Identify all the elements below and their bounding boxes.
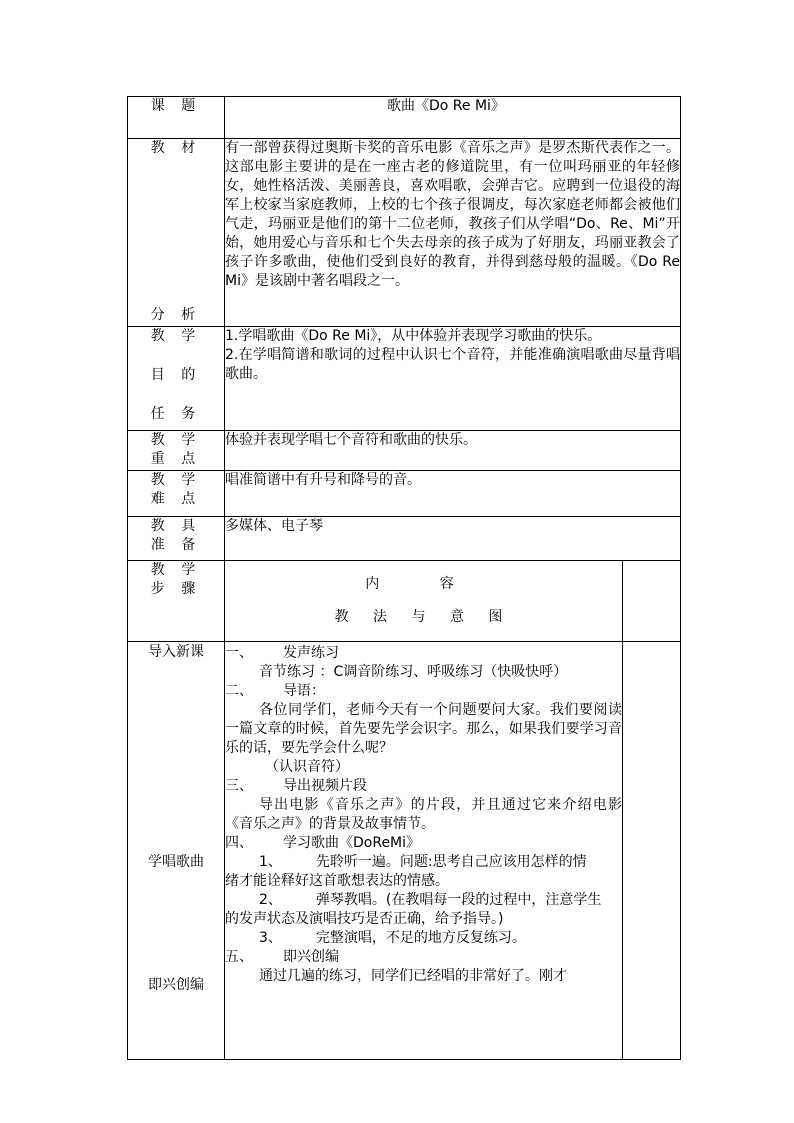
topic-label: 课 题 (150, 98, 202, 114)
difficulty-label-2: 难 点 (150, 491, 202, 507)
step5-detail: 通过几遍的练习，同学们已经唱的非常好了。刚才 (259, 968, 567, 984)
objectives-label-cell (128, 327, 225, 431)
objectives-label-3: 任 务 (150, 406, 202, 422)
steps-header-extra-cell (623, 561, 681, 642)
objective-item-2: 2.在学唱简谱和歌词的过程中认识七个音符，并能准确演唱歌曲尽量背唱歌曲。 (225, 347, 680, 382)
step1-number: 一、 (225, 645, 253, 661)
tools-label-cell (128, 517, 225, 561)
substep2-continued: 的发声状态及演唱技巧是否正确，给予指导。) (225, 911, 504, 927)
substep2-number: 2、 (259, 892, 282, 908)
material-label-top: 教 材 (150, 140, 202, 156)
difficulty-text-cell (225, 471, 681, 517)
steps-phase-cell (128, 642, 225, 1060)
objectives-row (128, 327, 681, 431)
phase-intro: 导入新课 (148, 644, 204, 660)
steps-header-label-2: 步 骤 (150, 581, 202, 597)
material-row (128, 139, 681, 327)
topic-value-cell (225, 97, 681, 139)
step2-detail: 各位同学们，老师今天有一个问题要问大家。我们要阅读一篇文章的时候，首先要先学会识字。那么，如果我们要学习音乐的话，要先学会什么呢？ (225, 702, 622, 756)
steps-header-content-cell (225, 561, 623, 642)
topic-value: 歌曲《Do Re Mi》 (387, 98, 505, 114)
substep2-text: 弹琴教唱。(在教唱每一段的过程中，注意学生 (315, 892, 602, 908)
objectives-text-cell (225, 327, 681, 431)
steps-header-label-cell (128, 561, 225, 642)
steps-content-cell (225, 642, 623, 1060)
steps-header-row (128, 561, 681, 642)
topic-row (128, 97, 681, 139)
substep1-number: 1、 (259, 854, 282, 870)
lesson-plan-table (127, 96, 681, 1060)
objectives-label-1: 教 学 (150, 328, 202, 344)
tools-row (128, 517, 681, 561)
step1-title: 发声练习 (283, 645, 339, 661)
difficulty-row (128, 471, 681, 517)
step3-title: 导出视频片段 (283, 778, 367, 794)
tools-label-1: 教 具 (150, 518, 202, 534)
key-label-2: 重 点 (150, 451, 202, 467)
objective-item-1: 1.学唱歌曲《Do Re Mi》，从中体验并表现学习歌曲的快乐。 (225, 328, 602, 344)
step3-number: 三、 (225, 778, 253, 794)
step4-number: 四、 (225, 835, 253, 851)
substep3-text: 完整演唱，不足的地方反复练习。 (315, 930, 526, 946)
key-label-cell (128, 431, 225, 471)
material-label-cell (128, 139, 225, 327)
material-text-cell (225, 139, 681, 327)
substep1-continued: 绪才能诠释好这首歌想表达的情感。 (225, 873, 449, 889)
objectives-label-2: 目 的 (150, 367, 202, 383)
key-row (128, 431, 681, 471)
substep1-text: 先聆听一遍。问题:思考自己应该用怎样的情 (315, 854, 587, 870)
step5-number: 五、 (225, 949, 253, 965)
steps-extra-cell (623, 642, 681, 1060)
phase-learn-song: 学唱歌曲 (148, 854, 204, 870)
key-text: 体验并表现学唱七个音符和歌曲的快乐。 (225, 432, 477, 448)
step4-title: 学习歌曲《DoReMi》 (283, 835, 421, 851)
method-heading: 教 法 与 意 图 (334, 609, 513, 625)
steps-body-row (128, 642, 681, 1060)
step3-detail: 导出电影《音乐之声》的片段，并且通过它来介绍电影《音乐之声》的背景及故事情节。 (225, 797, 622, 832)
difficulty-label-cell (128, 471, 225, 517)
key-label-1: 教 学 (150, 432, 202, 448)
step2-answer: （认识音符） (265, 759, 349, 775)
steps-header-label-1: 教 学 (150, 562, 202, 578)
material-text: 有一部曾获得过奥斯卡奖的音乐电影《音乐之声》是罗杰斯代表作之一。这部电影主要讲的是在一座古老的修道院里，有一位叫玛丽亚的年轻修女，她性格活泼、美丽善良，喜欢唱歌，会弹吉它。应聘到一位退役的海军上校家当家庭教师，上校的七个孩子很调皮，每次家庭老师都会被他们气走，玛丽亚是他们的第十二位老师，教孩子们从学唱“Do、Re、Mi”开始，她用爱心与音乐和七个失去母亲的孩子成为了好朋友，玛丽亚教会了孩子许多歌曲，使他们受到良好的教育，并得到慈母般的温暖。《Do Re Mi》是该剧中著名唱段之一。 (225, 140, 680, 289)
tools-text: 多媒体、电子琴 (225, 518, 323, 534)
step1-detail: 音节练习 ：C调音阶练习、呼吸练习（快吸快呼） (259, 664, 568, 680)
tools-label-2: 准 备 (150, 537, 202, 553)
step2-number: 二、 (225, 683, 253, 699)
step5-title: 即兴创编 (283, 949, 339, 965)
difficulty-text: 唱准简谱中有升号和降号的音。 (225, 472, 421, 488)
difficulty-label-1: 教 学 (150, 472, 202, 488)
tools-text-cell (225, 517, 681, 561)
phase-improvise: 即兴创编 (148, 977, 204, 993)
content-heading: 内 容 (365, 576, 482, 592)
key-text-cell (225, 431, 681, 471)
step2-title: 导语： (283, 683, 325, 699)
substep3-number: 3、 (259, 930, 282, 946)
material-label-bottom: 分 析 (150, 307, 202, 323)
topic-label-cell (128, 97, 225, 139)
